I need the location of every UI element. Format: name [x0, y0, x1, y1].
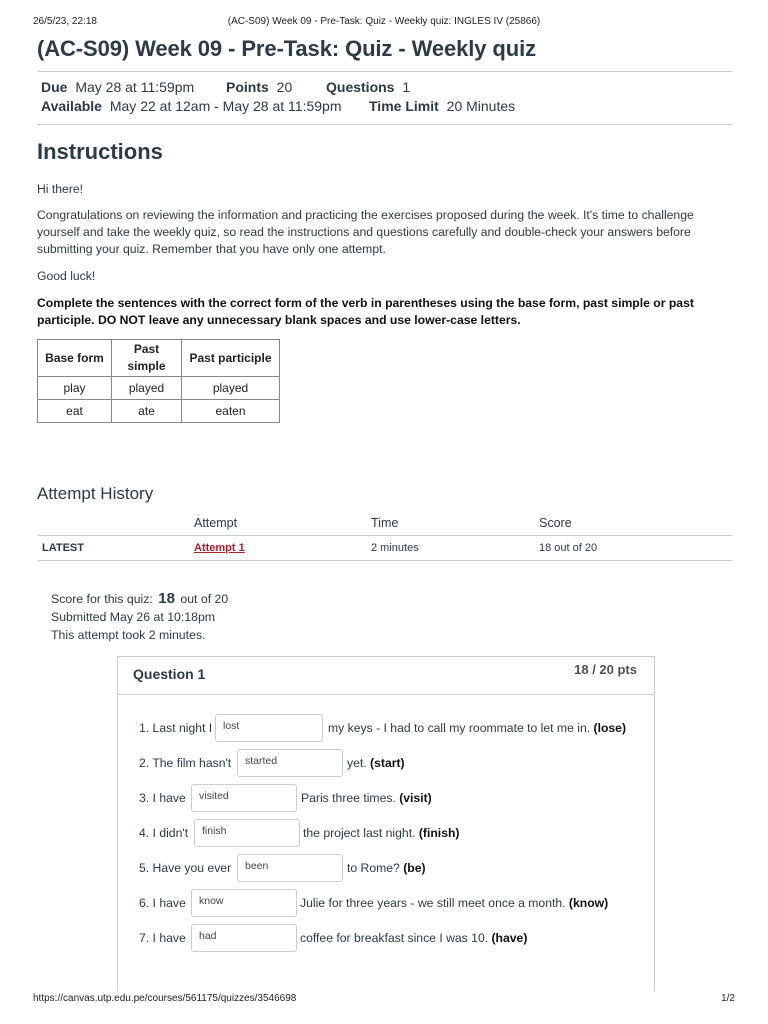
- sentence-start: 5. Have you ever: [139, 861, 232, 875]
- sentence-start: 1. Last night I: [139, 721, 213, 735]
- sentence-end: to Rome? (be): [347, 861, 426, 875]
- page-number: 1/2: [721, 993, 735, 1004]
- score-value: 18: [158, 590, 175, 607]
- attempt-duration: This attempt took 2 minutes.: [51, 628, 206, 642]
- table-cell: play: [38, 377, 112, 400]
- verb-forms-table: [37, 339, 280, 423]
- print-header: [33, 16, 735, 30]
- print-date: 26/5/23, 22:18: [33, 16, 97, 27]
- sentence-end: my keys - I had to call my roommate to let me in. (lose): [328, 721, 627, 735]
- available-value: May 22 at 12am - May 28 at 11:59pm: [109, 98, 342, 114]
- question-title: Question 1: [133, 666, 206, 682]
- available-info: [41, 98, 342, 114]
- questions-label: Questions: [326, 79, 395, 95]
- questions-value: 1: [402, 79, 411, 95]
- verb-hint: (be): [403, 861, 426, 875]
- verb-hint: (visit): [399, 791, 432, 805]
- sentence-end: coffee for breakfast since I was 10. (have): [300, 931, 528, 945]
- points-label: Points: [226, 79, 269, 95]
- submitted-time: Submitted May 26 at 10:18pm: [51, 610, 216, 624]
- sentence-end: yet. (start): [347, 756, 405, 770]
- sentence-start: 3. I have: [139, 791, 186, 805]
- table-cell: eaten: [182, 400, 280, 423]
- sentence-start: 7. I have: [139, 931, 186, 945]
- score-prefix: Score for this quiz:: [51, 592, 153, 606]
- table-row: [38, 377, 280, 400]
- verb-hint: (have): [491, 931, 528, 945]
- sentence-start: 6. I have: [139, 896, 186, 910]
- sentence-start: 2. The film hasn't: [139, 756, 232, 770]
- points-info: [226, 79, 292, 95]
- answer-field[interactable]: lost: [215, 714, 323, 742]
- quiz-title: (AC-S09) Week 09 - Pre-Task: Quiz - Weekly quiz: [37, 36, 537, 61]
- column-header-attempt: Attempt: [194, 516, 238, 530]
- table-header: Past simple: [112, 340, 182, 377]
- due-value: May 28 at 11:59pm: [75, 79, 195, 95]
- table-header: Past participle: [182, 340, 280, 377]
- table-header-row: [38, 340, 280, 377]
- available-label: Available: [41, 98, 102, 114]
- score-suffix: out of 20: [180, 592, 229, 606]
- latest-label: LATEST: [42, 542, 84, 554]
- attempt-time: 2 minutes: [371, 542, 419, 554]
- table-cell: played: [182, 377, 280, 400]
- divider: [37, 71, 733, 72]
- time-limit-value: 20 Minutes: [446, 98, 516, 114]
- question-header: [118, 657, 654, 695]
- sentence-end: Paris three times. (visit): [301, 791, 432, 805]
- time-limit-info: [369, 98, 515, 114]
- table-cell: ate: [112, 400, 182, 423]
- greeting-text: Hi there!: [37, 182, 84, 196]
- questions-info: [326, 79, 410, 95]
- table-cell: played: [112, 377, 182, 400]
- sentence-end: the project last night. (finish): [303, 826, 460, 840]
- verb-hint: (lose): [593, 721, 627, 735]
- intro-paragraph: Congratulations on reviewing the information and practicing the exercises proposed during the week. It's time to challenge yourself and take the weekly quiz, so read the instructions and questions carefully and double-check your answers before submitting your quiz. Remember that you have only one attempt.: [37, 208, 694, 256]
- attempt-1-link[interactable]: Attempt 1: [194, 542, 245, 554]
- answer-field[interactable]: visited: [191, 784, 297, 812]
- answer-field[interactable]: been: [237, 854, 343, 882]
- column-header-score: Score: [539, 516, 572, 530]
- time-limit-label: Time Limit: [369, 98, 439, 114]
- divider: [37, 535, 733, 536]
- instructions-heading: Instructions: [37, 139, 163, 164]
- table-header: Base form: [38, 340, 112, 377]
- table-cell: eat: [38, 400, 112, 423]
- points-value: 20: [276, 79, 293, 95]
- verb-hint: (start): [370, 756, 405, 770]
- answer-field[interactable]: started: [237, 749, 343, 777]
- answer-field[interactable]: know: [191, 889, 297, 917]
- verb-hint: (know): [568, 896, 609, 910]
- answer-field[interactable]: finish: [194, 819, 300, 847]
- answer-field[interactable]: had: [191, 924, 297, 952]
- page-url: https://canvas.utp.edu.pe/courses/561175/quizzes/3546698: [33, 993, 297, 1004]
- verb-hint: (finish): [418, 826, 460, 840]
- question-card: [117, 656, 655, 991]
- print-page-title: (AC-S09) Week 09 - Pre-Task: Quiz - Weekly quiz: INGLES IV (25866): [227, 16, 541, 27]
- attempt-history-heading: Attempt History: [37, 484, 154, 503]
- divider: [37, 560, 733, 561]
- question-points: 18 / 20 pts: [574, 662, 637, 677]
- sentence-end: Julie for three years - we still meet once a month. (know): [300, 896, 609, 910]
- divider: [37, 124, 733, 125]
- attempt-score: 18 out of 20: [539, 542, 598, 554]
- column-header-time: Time: [371, 516, 399, 530]
- due-info: [41, 79, 194, 95]
- sentence-start: 4. I didn't: [139, 826, 189, 840]
- good-luck-text: Good luck!: [37, 269, 96, 283]
- task-instructions: Complete the sentences with the correct form of the verb in parentheses using the base form, past simple or past participle. DO NOT leave any unnecessary blank spaces and use lower-case letters.: [37, 296, 694, 327]
- table-row: [38, 400, 280, 423]
- quiz-score: [51, 590, 228, 607]
- due-label: Due: [41, 79, 68, 95]
